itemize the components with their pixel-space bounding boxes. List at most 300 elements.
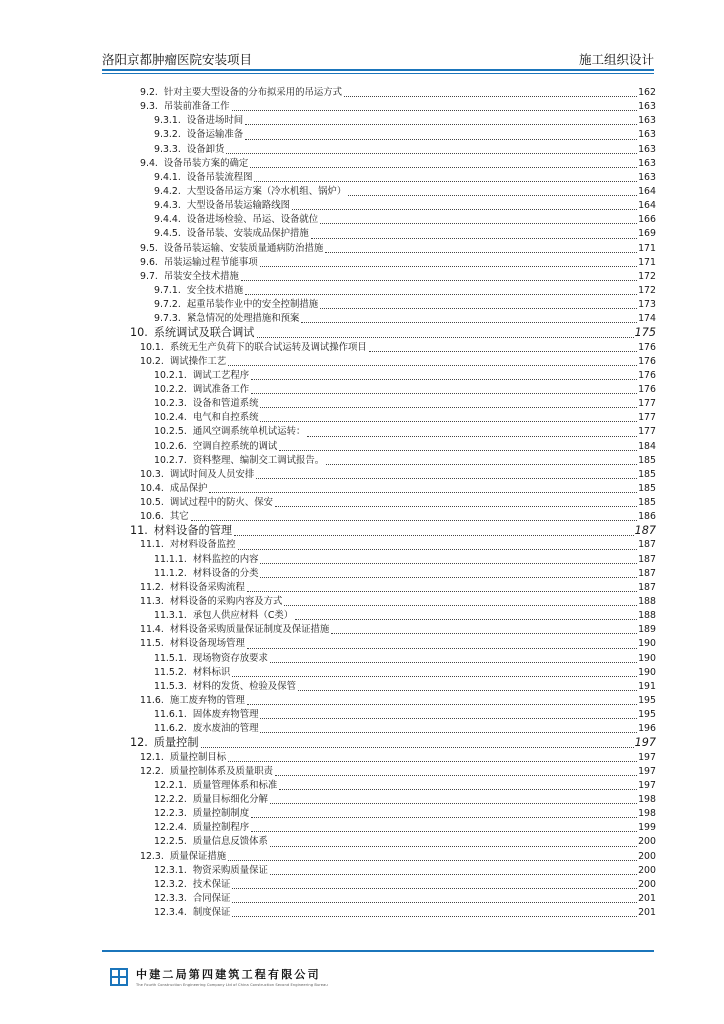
toc-entry-number: 11.6. [140, 695, 164, 707]
toc-entry-number: 9.4.1. [154, 171, 181, 183]
toc-entry[interactable] [104, 850, 656, 864]
toc-entry-title: 质量控制程序 [192, 822, 250, 834]
toc-dot-leader [301, 321, 637, 323]
toc-entry-number: 11.6.2. [154, 723, 187, 735]
toc-dot-leader [191, 519, 637, 521]
toc-entry-title: 调试工艺程序 [192, 369, 250, 381]
toc-entry-page: 185 [638, 454, 656, 466]
toc-entry-title: 系统调试及联合调试 [153, 326, 255, 340]
toc-entry-title: 制度保证 [192, 907, 231, 919]
toc-entry-page: 185 [638, 468, 656, 480]
toc-entry-title: 质量控制 [153, 736, 199, 750]
toc-entry-number: 11.6.1. [154, 709, 187, 721]
toc-entry[interactable] [104, 213, 656, 227]
toc-dot-leader [228, 859, 637, 861]
toc-entry-page: 176 [638, 383, 656, 395]
toc-entry[interactable] [104, 637, 656, 651]
toc-dot-leader [270, 845, 637, 847]
toc-entry-title: 调试时间及人员安排 [169, 468, 255, 480]
toc-entry[interactable] [104, 468, 656, 482]
toc-entry-page: 184 [638, 440, 656, 452]
toc-entry-number: 10.4. [140, 482, 164, 494]
toc-entry[interactable] [104, 779, 656, 793]
toc-entry-title: 成品保护 [169, 482, 208, 494]
toc-entry-title: 物资采购质量保证 [192, 864, 268, 876]
toc-dot-leader [260, 576, 637, 578]
toc-dot-leader [250, 166, 637, 168]
toc-entry[interactable] [104, 128, 656, 142]
toc-entry[interactable] [104, 411, 656, 425]
toc-entry-page: 163 [638, 101, 656, 113]
toc-dot-leader [270, 873, 637, 875]
toc-entry[interactable] [104, 185, 656, 199]
toc-entry-title: 现场物资存放要求 [192, 652, 268, 664]
toc-entry-number: 12.2.1. [154, 779, 187, 791]
toc-entry-title: 设备吊装方案的确定 [163, 157, 249, 169]
toc-entry-title: 设备卸货 [186, 143, 225, 155]
toc-entry-number: 9.5. [140, 242, 158, 254]
toc-entry-page: 197 [634, 736, 656, 750]
toc-entry-title: 调试准备工作 [192, 383, 250, 395]
toc-entry-title: 吊装运输过程节能事项 [163, 256, 258, 268]
toc-entry-number: 11.5.1. [154, 652, 187, 664]
toc-entry[interactable] [104, 355, 656, 369]
toc-entry[interactable] [104, 496, 656, 510]
toc-entry[interactable] [104, 708, 656, 722]
toc-entry[interactable] [104, 807, 656, 821]
toc-entry-title: 资料整理、编制交工调试报告。 [192, 454, 325, 466]
toc-entry-number: 9.4.5. [154, 228, 181, 240]
toc-entry[interactable] [104, 157, 656, 171]
toc-entry-number: 11.3.1. [154, 610, 187, 622]
toc-entry[interactable] [104, 114, 656, 128]
toc-entry[interactable] [104, 326, 656, 340]
toc-entry-page: 187 [638, 581, 656, 593]
toc-entry-title: 材料设备的管理 [153, 524, 233, 538]
toc-entry-number: 11.5.2. [154, 666, 187, 678]
toc-dot-leader [251, 378, 637, 380]
toc-entry-page: 187 [638, 553, 656, 565]
toc-entry-title: 对材料设备监控 [169, 539, 236, 551]
project-title: 洛阳京都肿瘤医院安装项目 [102, 52, 253, 67]
toc-dot-leader [326, 463, 637, 465]
toc-entry-number: 11. [130, 524, 148, 538]
toc-dot-leader [232, 887, 637, 889]
toc-dot-leader [251, 392, 637, 394]
toc-entry-title: 调试操作工艺 [169, 355, 227, 367]
toc-entry-number: 12.3.4. [154, 907, 187, 919]
toc-entry-title: 设备和管道系统 [192, 398, 259, 410]
toc-entry-page: 190 [638, 652, 656, 664]
toc-entry-number: 9.3.3. [154, 143, 181, 155]
toc-entry-number: 12.2.2. [154, 794, 187, 806]
toc-entry[interactable] [104, 100, 656, 114]
toc-entry-page: 163 [638, 129, 656, 141]
toc-entry-title: 合同保证 [192, 893, 231, 904]
toc-entry-title: 调试过程中的防火、保安 [169, 497, 273, 509]
toc-entry-title: 设备吊装、安装成品保护措施 [186, 228, 309, 240]
toc-entry-number: 9.2. [140, 86, 158, 98]
toc-entry-number: 9.4. [140, 157, 158, 169]
toc-dot-leader [270, 802, 637, 804]
toc-entry[interactable] [104, 736, 656, 750]
toc-entry-page: 164 [638, 200, 656, 212]
toc-dot-leader [245, 123, 637, 125]
header-rule-thin [102, 73, 654, 74]
toc-entry-number: 9.7.2. [154, 299, 181, 311]
toc-entry-page: 200 [638, 836, 656, 848]
toc-entry-page: 199 [638, 822, 656, 834]
toc-entry[interactable] [104, 383, 656, 397]
toc-dot-leader [279, 449, 637, 451]
toc-entry-number: 12.3. [140, 850, 164, 862]
toc-entry-page: 198 [638, 794, 656, 806]
toc-dot-leader [260, 265, 637, 267]
toc-entry-page: 166 [638, 214, 656, 226]
toc-dot-leader [298, 689, 637, 691]
toc-entry-title: 材料设备的采购内容及方式 [169, 596, 283, 608]
toc-entry-number: 10.2.4. [154, 412, 187, 424]
toc-entry[interactable] [104, 227, 656, 241]
toc-entry-title: 承包人供应材料（C类） [192, 610, 294, 622]
toc-dot-leader [260, 717, 637, 719]
company-name-cn: 中建二局第四建筑工程有限公司 [136, 968, 321, 981]
toc-entry-number: 10.2. [140, 355, 164, 367]
toc-entry-title: 空调自控系统的调试 [192, 440, 278, 452]
toc-entry[interactable] [104, 680, 656, 694]
toc-dot-leader [232, 901, 637, 903]
toc-dot-leader [247, 703, 637, 705]
toc-entry-title: 大型设备吊运方案（冷水机组、锅炉） [186, 185, 347, 197]
toc-entry-title: 质量控制体系及质量职责 [169, 765, 273, 777]
toc-entry-number: 10.2.3. [154, 398, 187, 410]
toc-entry-number: 10. [130, 326, 148, 340]
toc-entry-number: 9.7. [140, 270, 158, 282]
toc-entry-page: 188 [638, 596, 656, 608]
toc-entry-page: 197 [638, 751, 656, 763]
toc-entry-page: 188 [638, 610, 656, 622]
toc-entry[interactable] [104, 397, 656, 411]
toc-entry-page: 189 [638, 624, 656, 636]
toc-dot-leader [241, 279, 637, 281]
toc-entry[interactable] [104, 539, 656, 553]
toc-dot-leader [292, 208, 637, 210]
toc-dot-leader [256, 477, 637, 479]
toc-entry-number: 9.3.1. [154, 115, 181, 127]
footer-rule [102, 950, 654, 952]
toc-entry-number: 11.4. [140, 624, 164, 636]
toc-entry-number: 9.4.3. [154, 200, 181, 212]
toc-entry-title: 技术保证 [192, 878, 231, 890]
toc-entry[interactable] [104, 722, 656, 736]
toc-entry[interactable] [104, 892, 656, 906]
toc-dot-leader [260, 562, 637, 564]
toc-entry-page: 163 [638, 143, 656, 155]
toc-entry-title: 材料设备的分类 [192, 567, 259, 579]
company-logo-icon [110, 968, 128, 986]
toc-entry-page: 177 [638, 412, 656, 424]
toc-entry-number: 11.5. [140, 638, 164, 650]
toc-entry-title: 吊装安全技术措施 [163, 270, 239, 282]
toc-entry-number: 9.3. [140, 101, 158, 113]
toc-entry-page: 191 [638, 680, 656, 692]
toc-dot-leader [348, 194, 637, 196]
toc-entry[interactable] [104, 666, 656, 680]
toc-entry-number: 12.3.1. [154, 864, 187, 876]
toc-dot-leader [254, 180, 637, 182]
toc-entry-page: 186 [638, 511, 656, 523]
toc-entry-page: 198 [638, 808, 656, 820]
toc-entry[interactable] [104, 524, 656, 538]
toc-dot-leader [238, 548, 638, 550]
toc-entry-number: 10.2.5. [154, 426, 187, 438]
toc-entry-title: 质量控制目标 [169, 751, 227, 763]
toc-entry-number: 11.1.2. [154, 567, 187, 579]
toc-entry-page: 185 [638, 482, 656, 494]
toc-entry-title: 针对主要大型设备的分布拟采用的吊运方式 [163, 86, 343, 98]
toc-entry-page: 200 [638, 878, 656, 890]
toc-entry[interactable] [104, 454, 656, 468]
toc-dot-leader [275, 505, 637, 507]
toc-entry[interactable] [104, 256, 656, 270]
toc-entry[interactable] [104, 567, 656, 581]
toc-entry-number: 9.7.3. [154, 313, 181, 325]
toc-dot-leader [279, 788, 637, 790]
toc-entry[interactable] [104, 793, 656, 807]
toc-entry-page: 175 [634, 326, 656, 340]
toc-entry-title: 材料设备采购质量保证制度及保证措施 [169, 624, 330, 636]
toc-entry-number: 12.2.3. [154, 808, 187, 820]
toc-entry-page: 171 [638, 256, 656, 268]
toc-entry-page: 187 [638, 539, 656, 551]
toc-entry-page: 201 [638, 907, 656, 919]
toc-entry-title: 安全技术措施 [186, 284, 244, 296]
toc-entry-page: 187 [634, 524, 656, 538]
toc-entry-title: 材料监控的内容 [192, 553, 259, 565]
toc-entry-number: 10.2.2. [154, 383, 187, 395]
toc-entry-title: 系统无生产负荷下的联合试运转及调试操作项目 [169, 341, 367, 353]
toc-entry-page: 187 [638, 567, 656, 579]
toc-entry-page: 195 [638, 695, 656, 707]
toc-entry-page: 200 [638, 850, 656, 862]
toc-entry-number: 12.2. [140, 765, 164, 777]
toc-entry[interactable] [104, 595, 656, 609]
toc-entry-title: 紧急情况的处理措施和预案 [186, 313, 300, 325]
toc-entry-number: 12. [130, 736, 148, 750]
toc-dot-leader [331, 632, 637, 634]
toc-dot-leader [247, 647, 637, 649]
toc-entry-title: 质量管理体系和标准 [192, 779, 278, 791]
toc-dot-leader [325, 251, 637, 253]
toc-entry[interactable] [104, 609, 656, 623]
toc-entry-number: 9.6. [140, 256, 158, 268]
toc-dot-leader [311, 237, 637, 239]
page-header [102, 46, 654, 68]
toc-entry-title: 设备吊装流程图 [186, 171, 253, 183]
toc-entry[interactable] [104, 864, 656, 878]
toc-entry[interactable] [104, 199, 656, 213]
toc-entry-title: 起重吊装作业中的安全控制措施 [186, 299, 319, 311]
toc-entry-number: 10.2.1. [154, 369, 187, 381]
toc-entry[interactable] [104, 369, 656, 383]
toc-entry-page: 162 [638, 86, 656, 98]
toc-dot-leader [251, 830, 637, 832]
toc-entry-number: 11.1.1. [154, 553, 187, 565]
toc-dot-leader [228, 364, 637, 366]
toc-dot-leader [226, 152, 637, 154]
toc-dot-leader [209, 491, 637, 493]
toc-entry-title: 质量目标细化分解 [192, 794, 268, 806]
toc-entry-page: 172 [638, 270, 656, 282]
toc-entry-page: 190 [638, 666, 656, 678]
toc-entry[interactable] [104, 284, 656, 298]
toc-entry-title: 其它 [169, 511, 189, 523]
toc-entry-number: 10.5. [140, 497, 164, 509]
toc-dot-leader [369, 350, 637, 352]
toc-entry[interactable] [104, 878, 656, 892]
toc-entry[interactable] [104, 581, 656, 595]
toc-entry-title: 材料的发货、检验及保管 [192, 680, 296, 692]
toc-entry-page: 171 [638, 242, 656, 254]
toc-entry-page: 163 [638, 171, 656, 183]
toc-entry[interactable] [104, 482, 656, 496]
toc-dot-leader [307, 435, 637, 437]
toc-entry-number: 11.2. [140, 581, 164, 593]
toc-entry-page: 197 [638, 765, 656, 777]
toc-dot-leader [320, 307, 637, 309]
toc-entry-title: 设备运输准备 [186, 129, 244, 141]
toc-entry[interactable] [104, 86, 656, 100]
toc-entry-number: 10.6. [140, 511, 164, 523]
toc-entry-page: 201 [638, 893, 656, 904]
toc-entry-title: 吊装前准备工作 [163, 101, 230, 113]
toc-entry-number: 12.1. [140, 751, 164, 763]
toc-entry-number: 10.2.7. [154, 454, 187, 466]
toc-entry-page: 176 [638, 355, 656, 367]
toc-entry[interactable] [104, 270, 656, 284]
toc-entry[interactable] [104, 751, 656, 765]
toc-dot-leader [251, 816, 637, 818]
toc-dot-leader [260, 420, 637, 422]
toc-entry-page: 195 [638, 709, 656, 721]
toc-entry-title: 设备进场时间 [186, 115, 244, 127]
company-name [136, 966, 328, 987]
toc-entry[interactable] [104, 440, 656, 454]
toc-entry-page: 163 [638, 157, 656, 169]
toc-entry[interactable] [104, 242, 656, 256]
toc-entry-title: 施工废弃物的管理 [169, 695, 245, 707]
toc-entry-title: 设备进场检验、吊运、设备就位 [186, 214, 319, 226]
toc-entry[interactable] [104, 652, 656, 666]
toc-entry-page: 176 [638, 341, 656, 353]
toc-dot-leader [201, 746, 634, 748]
toc-entry-number: 11.3. [140, 596, 164, 608]
toc-entry[interactable] [104, 694, 656, 708]
toc-dot-leader [260, 406, 637, 408]
document-title: 施工组织设计 [578, 52, 654, 67]
toc-entry-page: 173 [638, 299, 656, 311]
toc-dot-leader [228, 760, 637, 762]
toc-entry-title: 固体废弃物管理 [192, 709, 259, 721]
toc-entry-number: 11.1. [140, 539, 164, 551]
toc-dot-leader [344, 95, 637, 97]
company-name-en: The Fourth Construction Engineering Company Ltd of China Construction Second Engineering Bureau [136, 983, 328, 987]
toc-entry-title: 质量保证措施 [169, 850, 227, 862]
toc-entry-page: 196 [638, 723, 656, 735]
table-of-contents [104, 86, 656, 920]
toc-entry[interactable] [104, 906, 656, 920]
toc-entry[interactable] [104, 425, 656, 439]
toc-dot-leader [232, 109, 638, 111]
toc-entry[interactable] [104, 553, 656, 567]
toc-entry-number: 12.3.2. [154, 878, 187, 890]
toc-entry-page: 190 [638, 638, 656, 650]
toc-entry-number: 12.2.4. [154, 822, 187, 834]
toc-entry-title: 大型设备吊装运输路线图 [186, 200, 290, 212]
toc-entry-number: 12.2.5. [154, 836, 187, 848]
toc-entry-title: 质量控制制度 [192, 808, 250, 820]
toc-entry-number: 10.1. [140, 341, 164, 353]
toc-entry-title: 设备吊装运输、安装质量通病防治措施 [163, 242, 324, 254]
toc-dot-leader [247, 590, 637, 592]
toc-entry-page: 172 [638, 284, 656, 296]
toc-entry-number: 9.4.2. [154, 185, 181, 197]
toc-entry[interactable] [104, 298, 656, 312]
toc-entry-page: 177 [638, 426, 656, 438]
toc-entry-title: 通风空调系统单机试运转： [192, 426, 306, 438]
toc-entry-title: 材料设备采购流程 [169, 581, 245, 593]
toc-entry[interactable] [104, 341, 656, 355]
toc-entry-page: 174 [638, 313, 656, 325]
toc-entry[interactable] [104, 835, 656, 849]
toc-entry[interactable] [104, 510, 656, 524]
toc-dot-leader [245, 138, 637, 140]
toc-entry[interactable] [104, 143, 656, 157]
toc-dot-leader [270, 661, 637, 663]
toc-entry-page: 169 [638, 228, 656, 240]
toc-dot-leader [232, 675, 637, 677]
toc-entry[interactable] [104, 171, 656, 185]
toc-entry-page: 185 [638, 497, 656, 509]
header-rule [102, 69, 654, 71]
toc-entry-number: 10.3. [140, 468, 164, 480]
toc-entry-number: 9.4.4. [154, 214, 181, 226]
toc-entry-number: 10.2.6. [154, 440, 187, 452]
toc-entry-page: 164 [638, 185, 656, 197]
toc-entry-title: 材料设备现场管理 [169, 638, 245, 650]
toc-dot-leader [234, 534, 634, 536]
toc-entry-title: 材料标识 [192, 666, 231, 678]
toc-entry-number: 12.3.3. [154, 893, 187, 904]
toc-dot-leader [284, 604, 637, 606]
toc-entry[interactable] [104, 765, 656, 779]
toc-entry[interactable] [104, 623, 656, 637]
toc-entry-page: 163 [638, 115, 656, 127]
toc-dot-leader [275, 774, 637, 776]
page-footer [110, 966, 328, 987]
toc-entry-title: 废水废油的管理 [192, 723, 259, 735]
toc-dot-leader [245, 293, 637, 295]
toc-entry-page: 176 [638, 369, 656, 381]
toc-entry-number: 9.3.2. [154, 129, 181, 141]
toc-entry-page: 177 [638, 398, 656, 410]
toc-entry[interactable] [104, 821, 656, 835]
toc-entry-title: 电气和自控系统 [192, 412, 259, 424]
toc-entry-page: 200 [638, 864, 656, 876]
toc-entry[interactable] [104, 312, 656, 326]
toc-dot-leader [260, 731, 637, 733]
toc-dot-leader [257, 336, 634, 338]
